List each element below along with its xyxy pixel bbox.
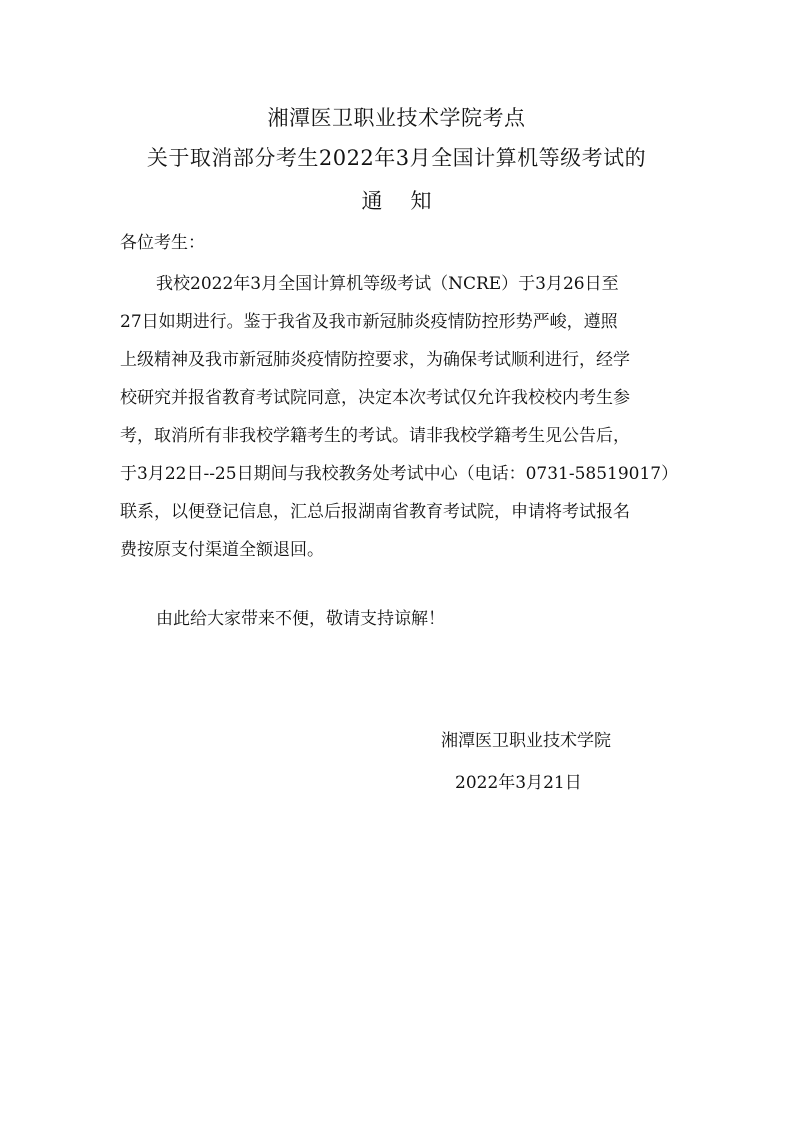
paragraph-1 (120, 265, 692, 569)
signature-institution: 湘潭医卫职业技术学院 (441, 731, 611, 751)
paragraph-1-line: 我校2022年3月全国计算机等级考试（NCRE）于3月26日至 (156, 274, 619, 294)
paragraph-1-line: 联系，以便登记信息，汇总后报湖南省教育考试院，申请将考试报名 (120, 502, 630, 522)
signature-date: 2022年3月21日 (455, 773, 582, 793)
paragraph-1-line: 校研究并报省教育考试院同意，决定本次考试仅允许我校校内考生参 (120, 388, 630, 408)
paragraph-2-line: 由此给大家带来不便，敬请支持谅解！ (156, 609, 445, 629)
title-line-1: 湘潭医卫职业技术学院考点 (267, 106, 526, 130)
paragraph-1-line: 于3月22日--25日期间与我校教务处考试中心（电话：0731-58519017） (120, 464, 679, 484)
paragraph-1-line: 费按原支付渠道全额退回。 (120, 540, 324, 560)
salutation: 各位考生： (120, 233, 205, 253)
title-line-2: 关于取消部分考生2022年3月全国计算机等级考试的 (146, 146, 647, 170)
paragraph-1-line: 27日如期进行。鉴于我省及我市新冠肺炎疫情防控形势严峻，遵照 (120, 312, 618, 332)
paragraph-1-line: 考，取消所有非我校学籍考生的考试。请非我校学籍考生见公告后， (120, 426, 630, 446)
paragraph-1-line: 上级精神及我市新冠肺炎疫情防控要求，为确保考试顺利进行，经学 (120, 350, 630, 370)
paragraph-2 (120, 600, 692, 638)
title-line-3: 通知 (361, 189, 460, 213)
